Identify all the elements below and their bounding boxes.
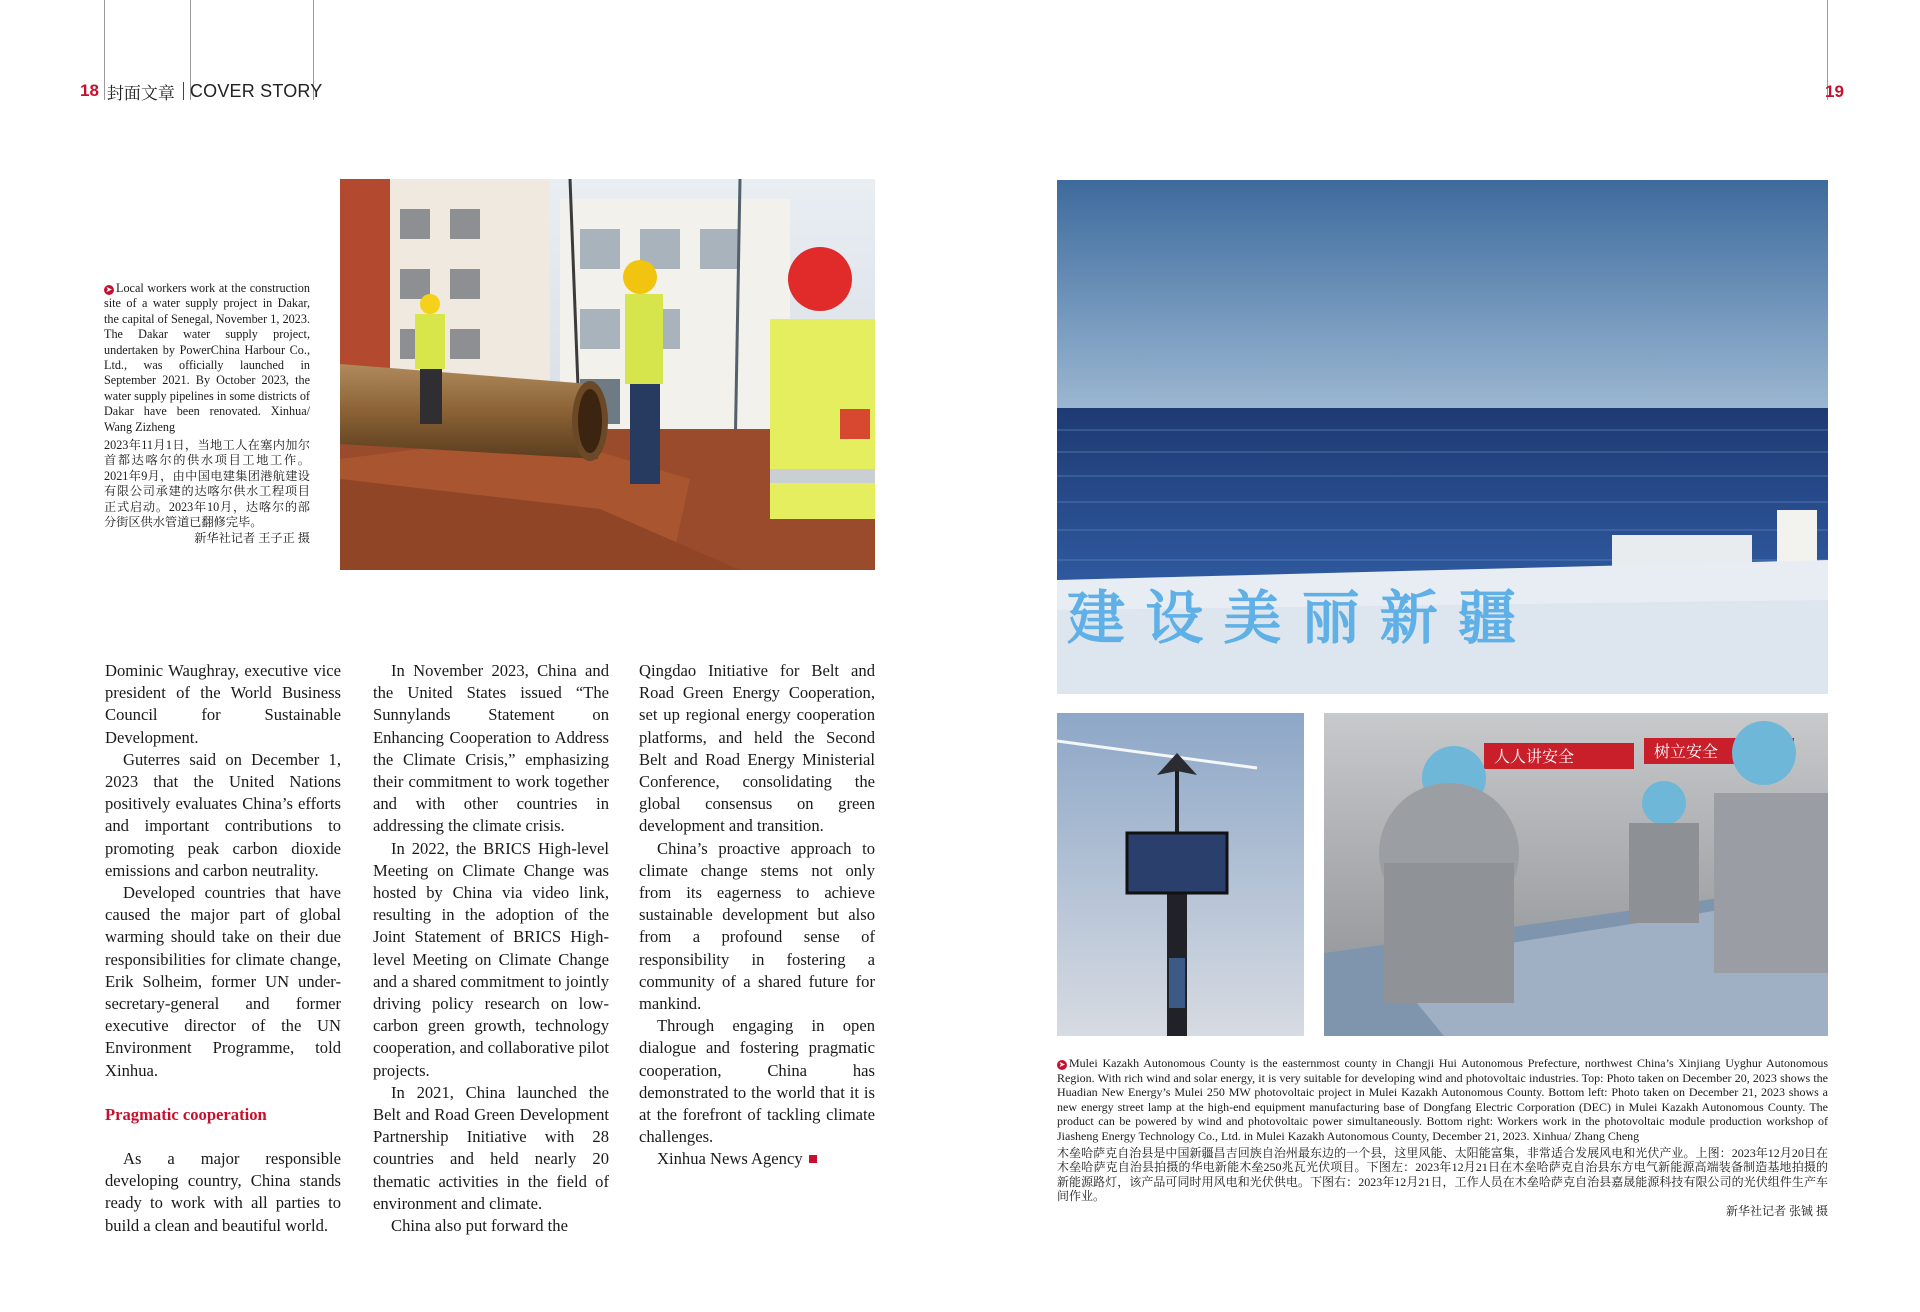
paragraph: As a major responsible developing country, China stands ready to work with all parties to build a clean and beautiful world. (105, 1149, 341, 1235)
section-separator (183, 82, 184, 100)
solar-farm-photo (1057, 180, 1828, 694)
wind-solar-street-lamp-icon (1057, 713, 1304, 1036)
article-column-3 (639, 660, 875, 1171)
dakar-photo-caption (104, 281, 310, 546)
solar-slogan-text: 建 设 美 丽 新 疆 (1067, 584, 1516, 652)
factory-workers-icon (1324, 713, 1828, 1036)
factory-workers-photo (1324, 713, 1828, 1036)
paragraph: Through engaging in open dialogue and fostering pragmatic cooperation, China has demonstrated to the world that it is at the forefront of tackling climate challenges. (639, 1016, 875, 1147)
paragraph: Qingdao Initiative for Belt and Road Green Energy Cooperation, set up regional energy cooperation platforms, and held the Second Belt and Road Energy Ministerial Conference, consolidating the global consensus on green development and transition. (639, 661, 875, 836)
signoff-text: Xinhua News Agency (657, 1149, 803, 1169)
caption-arrow-icon: ➤ (1058, 1060, 1066, 1069)
paragraph: In 2022, the BRICS High-level Meeting on Climate Change was hosted by China via video link, resulting in the adoption of the Joint Statement of BRICS High-level Meeting on Climate Change and a shared commitment to jointly driving policy research on low-carbon green growth, technology cooperation, and collaborative pilot projects. (373, 838, 609, 1080)
caption-credit: 新华社记者 张铖 摄 (1725, 1203, 1828, 1218)
article-column-1 (105, 660, 341, 1237)
dakar-construction-photo (340, 179, 875, 570)
paragraph: Guterres said on December 1, 2023 that the United Nations positively evaluates China’s efforts and important contributions to promoting peak carbon dioxide emissions and carbon neutrality. (105, 749, 341, 880)
section-label-en: COVER STORY (189, 80, 323, 101)
paragraph: In 2021, China launched the Belt and Road Green Development Partnership Initiative with 28 countries and held nearly 20 thematic activities in the field of environment and climate. (373, 1082, 609, 1213)
solar-farm-icon (1057, 180, 1828, 694)
street-lamp-photo (1057, 713, 1304, 1036)
caption-cn: 2023年11月1日，当地工人在塞内加尔首都达喀尔的供水项目工地工作。2021年9月，由中国电建集团港航建设有限公司承建的达喀尔供水工程项目正式启动。2023年10月，达喀尔的部分街区供水管道已翻修完毕。 (104, 438, 310, 530)
paragraph: Dominic Waughray, executive vice president of the World Business Council for Sustainable Development. (105, 661, 341, 747)
caption-arrow-icon: ➤ (105, 285, 113, 294)
construction-workers-pipe-icon (340, 179, 875, 570)
caption-cn: 木垒哈萨克自治县是中国新疆昌吉回族自治州最东边的一个县，这里风能、太阳能富集，非常适合发展风电和光伏产业。上图：2023年12月20日在木垒哈萨克自治县拍摄的华电新能木垒250兆瓦光伏项目。下图左：2023年12月21日在木垒哈萨克自治县东方电气新能源高端装备制造基地拍摄的新能源路灯，该产品可同时用风电和光伏供电。下图右：2023年12月21日，工作人员在木垒哈萨克自治县嘉晟能源科技有限公司的光伏组件生产车间作业。 (1057, 1145, 1828, 1204)
signoff (639, 1148, 875, 1170)
caption-credit: 新华社记者 王子正 摄 (194, 530, 310, 545)
factory-banner-text-2: 树立安全 (1654, 742, 1719, 761)
paragraph: China’s proactive approach to climate change stems not only from its eagerness to achieve sustainable development but also from a profound sense of responsibility in fostering a community of a shared future for mankind. (639, 838, 875, 1014)
caption-en: ➤ Local workers work at the construction site of a water supply project in Dakar, the capital of Senegal, November 1, 2023. The Dakar water supply project, undertaken by PowerChina Harbour Co., Ltd., was officially launched in September 2021. By October 2023, the water supply pipelines in some districts of Dakar have been renovated. Xinhua/ Wang Zizheng (104, 281, 310, 434)
page-header-left (80, 80, 323, 102)
paragraph: Developed countries that have caused the major part of global warming should take on their due responsibilities for climate change, Erik Solheim, former UN under-secretary-general and former executive director of the UN Environment Programme, told Xinhua. (105, 883, 341, 1080)
subheading: Pragmatic cooperation (105, 1104, 267, 1124)
xinjiang-photos-caption (1057, 1056, 1828, 1219)
article-column-2 (373, 660, 609, 1237)
paragraph: China also put forward the (391, 1216, 568, 1236)
paragraph: In November 2023, China and the United States issued “The Sunnylands Statement on Enhancing Cooperation to Address the Climate Crisis,” emphasizing their commitment to work together and with other countries in addressing the climate crisis. (373, 661, 609, 836)
page-number-right: 19 (1825, 82, 1844, 101)
caption-en: ➤ Mulei Kazakh Autonomous County is the easternmost county in Changji Hui Autonomous Prefecture, northwest China’s Xinjiang Uyghur Autonomous Region. With rich wind and solar energy, it is very suitable for developing wind and photovoltaic industries. Top: Photo taken on December 20, 2023 shows the Huadian New Energy’s Mulei 250 MW photovoltaic project in Mulei Kazakh Autonomous County. Bottom left: Photo taken on December 21, 2023 shows a new energy street lamp at the high-end equipment manufacturing base of Dongfang Electric Corporation (DEC) in Mulei Kazakh Autonomous County. The product can be powered by wind and photovoltaic power simultaneously. Bottom right: Workers work in the photovoltaic module production workshop of Jiasheng Energy Technology Co., Ltd. in Mulei Kazakh Autonomous County, December 21, 2023. Xinhua/ Zhang Cheng (1057, 1056, 1828, 1143)
factory-banner-text: 人人讲安全 (1494, 747, 1575, 766)
page-number-left: 18 (80, 81, 99, 100)
end-mark-icon (809, 1155, 817, 1163)
section-label-cn: 封面文章 (106, 83, 175, 103)
